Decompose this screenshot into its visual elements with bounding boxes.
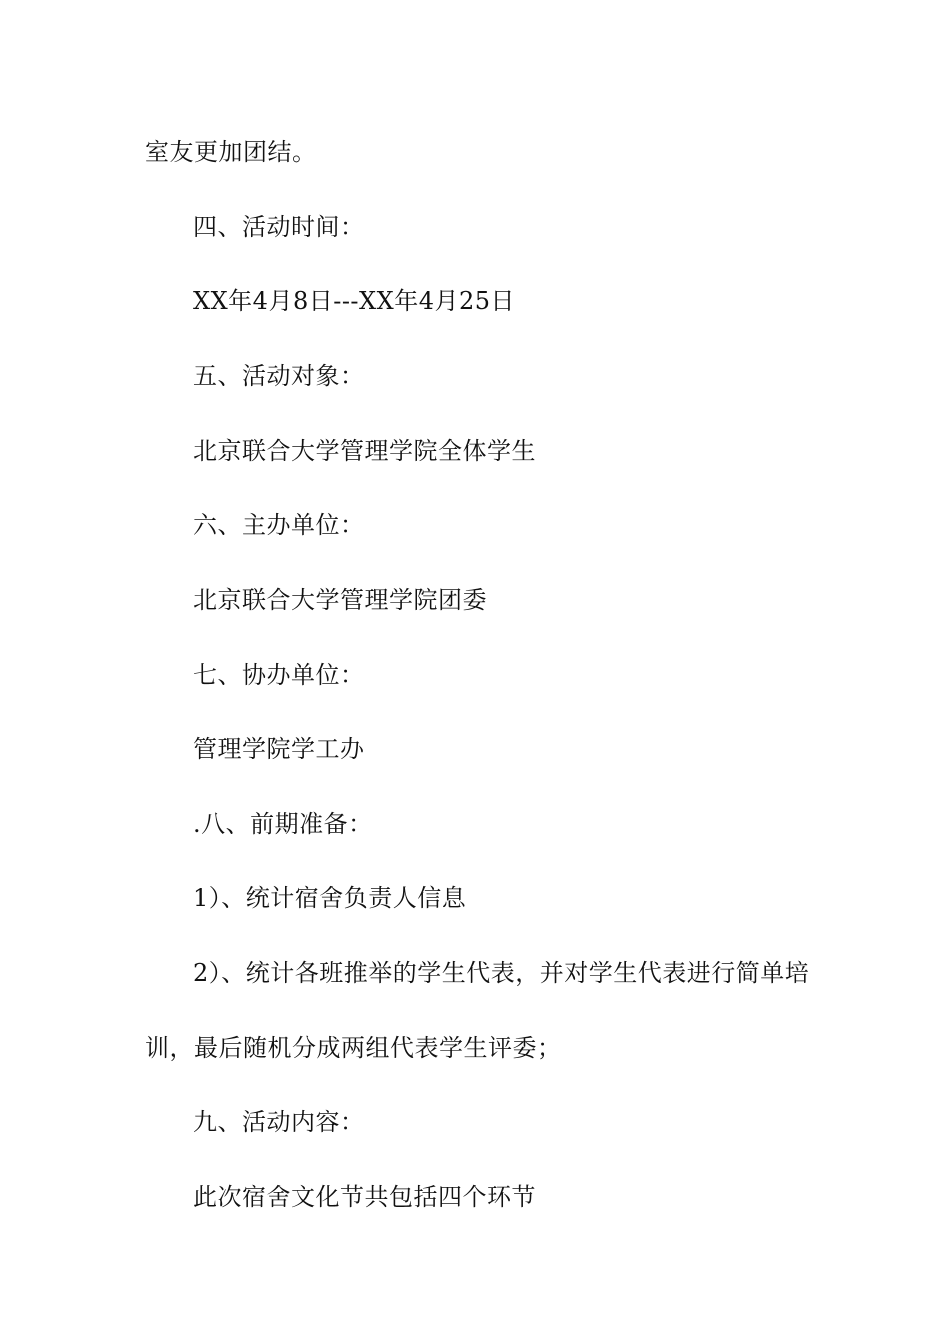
section-heading-organizer: 六、主办单位： [193, 511, 365, 539]
preparation-item-1: 1）、统计宿舍负责人信息 [193, 884, 467, 912]
section-heading-target: 五、活动对象： [193, 362, 365, 390]
section-heading-time: 四、活动时间： [193, 213, 365, 241]
section-heading-content: 九、活动内容： [193, 1108, 365, 1136]
preparation-item-2: 2）、统计各班推举的学生代表，并对学生代表进行简单培 [193, 959, 810, 987]
activity-time-text: XX年4月8日---XX年4月25日 [193, 287, 516, 315]
preparation-item-2-continuation: 训，最后随机分成两组代表学生评委； [145, 1034, 562, 1062]
organizer-text: 北京联合大学管理学院团委 [193, 586, 487, 614]
section-heading-co-organizer: 七、协办单位： [193, 661, 365, 689]
co-organizer-text: 管理学院学工办 [193, 735, 365, 763]
paragraph-continuation: 室友更加团结。 [145, 138, 317, 166]
activity-content-text: 此次宿舍文化节共包括四个环节 [193, 1183, 536, 1211]
section-heading-preparation: .八、前期准备： [193, 810, 373, 838]
activity-target-text: 北京联合大学管理学院全体学生 [193, 437, 536, 465]
